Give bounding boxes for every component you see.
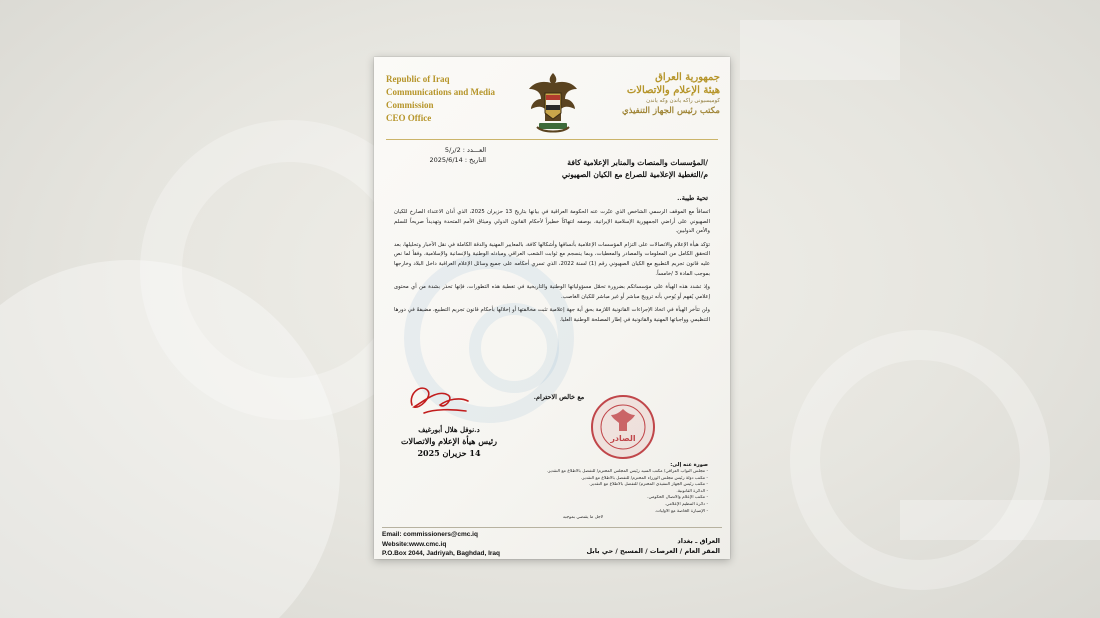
body-paragraph: تؤكد هيأة الإعلام والاتصالات على التزام المؤسسات الإعلامية بأنساقها وأشكالها كافة، بالمعايير المهنية والدقة الكاملة في نقل الأخبار وتحليلها، بعد التحقق الكامل من المعلومات والمصادر والمعطيات، وبما ينسجم مع ثوابت الشعب العراقي ومبادئه الوطنية والإنسانية والإسلامية، وفقاً لما نص عليه قانون تجريم التطبيع مع الكيان الصهيوني رقم (1) لسنة 2022، الذي تسري أحكامه على جميع وسائل الإعلام العراقية داخل البلاد وخارجها بموجب المادة 3 /خامساً. (394, 241, 710, 277)
footer-contact-english (382, 530, 552, 559)
copies-line: لأجل ما يقتضي بموجبه (562, 515, 604, 521)
handwritten-signature (404, 375, 474, 421)
letterhead-english (386, 73, 506, 125)
footer-ar-line: المقر العام / العرصات / المسبح / حي بابل (586, 547, 720, 555)
letterhead-en-line: Republic of Iraq (386, 74, 450, 84)
copies-line: - مكتب رئيس الجهاز التنفيذي المحترم/ للتفضل بالاطلاع مع التقدير. (589, 482, 708, 488)
subject-line: م/التغطية الإعلامية للصراع مع الكيان الصهيوني (561, 170, 708, 179)
signatory-title: رئيس هيأة الإعلام والاتصالات (401, 436, 497, 446)
body-paragraph: ولن تتأخر الهيأة في اتخاذ الإجراءات القانونية اللازمة بحق أية جهة إعلامية تثبت مخالفتها أو إخلالها بأحكام قانون تجريم التطبيع، مضيفةً في دورها التنظيمي وواجباتها المهنية والقانونية في إطار المصلحة الوطنية العليا. (394, 307, 710, 323)
letterhead-ar-line: جمهورية العراق (655, 72, 720, 83)
stamp-label: الصادر (610, 434, 636, 443)
letterhead-ar-line: مكتب رئيس الجهاز التنفيذي (621, 106, 720, 116)
body-paragraph: اتساقاً مع الموقف الرسمي الشاخص الذي عبّرت عنه الحكومة العراقية في بيانها بتاريخ 13 حزيران 2025، الذي أدان الاعتداء الصارخ للكيان الصهيوني على أراضي الجمهورية الإسلامية الإيرانية، بوصفه انتهاكاً خطيراً لأحكام القانون الدولي وميثاق الأمم المتحدة وتهديداً صريحاً للسلم والأمن الدوليين. (394, 209, 710, 235)
letterhead-en-line: CEO Office (386, 113, 432, 123)
copies-title: صورة عنه إلى: (670, 462, 708, 468)
footer-ar-line: العراق ـ بغداد (677, 537, 720, 545)
background-bar (740, 20, 900, 80)
letterhead-ar-line: هيئة الإعلام والاتصالات (626, 85, 720, 96)
copies-line: - الدائرة القانونية. (676, 488, 708, 494)
greeting: تحية طيبة.. (677, 194, 708, 202)
footer-po-box: P.O.Box 2044, Jadriyah, Baghdad, Iraq (382, 550, 501, 557)
footer-email: Email: commissioners@cmc.iq (382, 531, 478, 538)
copies-line: - دائرة التنظيم الإعلامي. (664, 501, 708, 507)
footer-address-arabic (570, 536, 720, 556)
signatory-name: د.نوفل هلال أبورغيف (418, 425, 480, 434)
official-letter (374, 57, 730, 559)
reference-number: العـــدد : 2/ر/5 (444, 146, 486, 154)
copies-line: - مكتب الإعلام والاتصال الحكومي. (647, 495, 708, 501)
letterhead-en-line: Commission (386, 100, 434, 110)
signatory-block (394, 424, 504, 459)
letterhead-divider (386, 139, 718, 140)
official-stamp-icon (589, 393, 657, 461)
addressee-block (468, 157, 708, 181)
copies-line: - مكتب دولة رئيس مجلس الوزراء المحترم/ للتفضل بالاطلاع مع التقدير. (580, 475, 708, 481)
copies-line: - الإضبارة الخاصة مع الأوليات. (654, 508, 708, 514)
footer-divider (382, 527, 722, 528)
copies-list (458, 461, 708, 522)
letterhead-en-line: Communications and Media (386, 87, 496, 97)
body-paragraph: وإذ تشدد هذه الهيأة على مؤسساتكم بضرورة تحمّل مسؤولياتها الوطنية والتاريخية في تغطية هذه التطورات، فإنها تحذر بشدة من أي محتوى إعلامي يُفهم أو يُوحي بأنه ترويج مباشر أو غير مباشر للكيان الغاصب. (394, 284, 710, 300)
letter-body (394, 208, 710, 328)
closing-line: مع خالص الاحترام. (533, 393, 585, 401)
signatory-date: 14 حزيران 2025 (417, 448, 481, 458)
addressee-line: /المؤسسات والمنصات والمنابر الإعلامية كافة (567, 158, 708, 167)
letterhead-arabic (580, 71, 720, 117)
background-ring (790, 330, 1050, 590)
background-bar (900, 500, 1100, 540)
iraq-eagle-emblem-icon (527, 69, 579, 139)
letterhead-ar-line: كوميسيونى راكه ياندن وكه ياندن (646, 98, 720, 104)
copies-line: - مجلس النواب العراقي/ مكتب السيد رئيس المجلس المحترم/ للتفضل بالاطلاع مع التقدير. (546, 469, 708, 474)
reference-date: التاريخ : 2025/6/14 (429, 156, 486, 164)
footer-website: Website:www.cmc.iq (382, 540, 447, 548)
